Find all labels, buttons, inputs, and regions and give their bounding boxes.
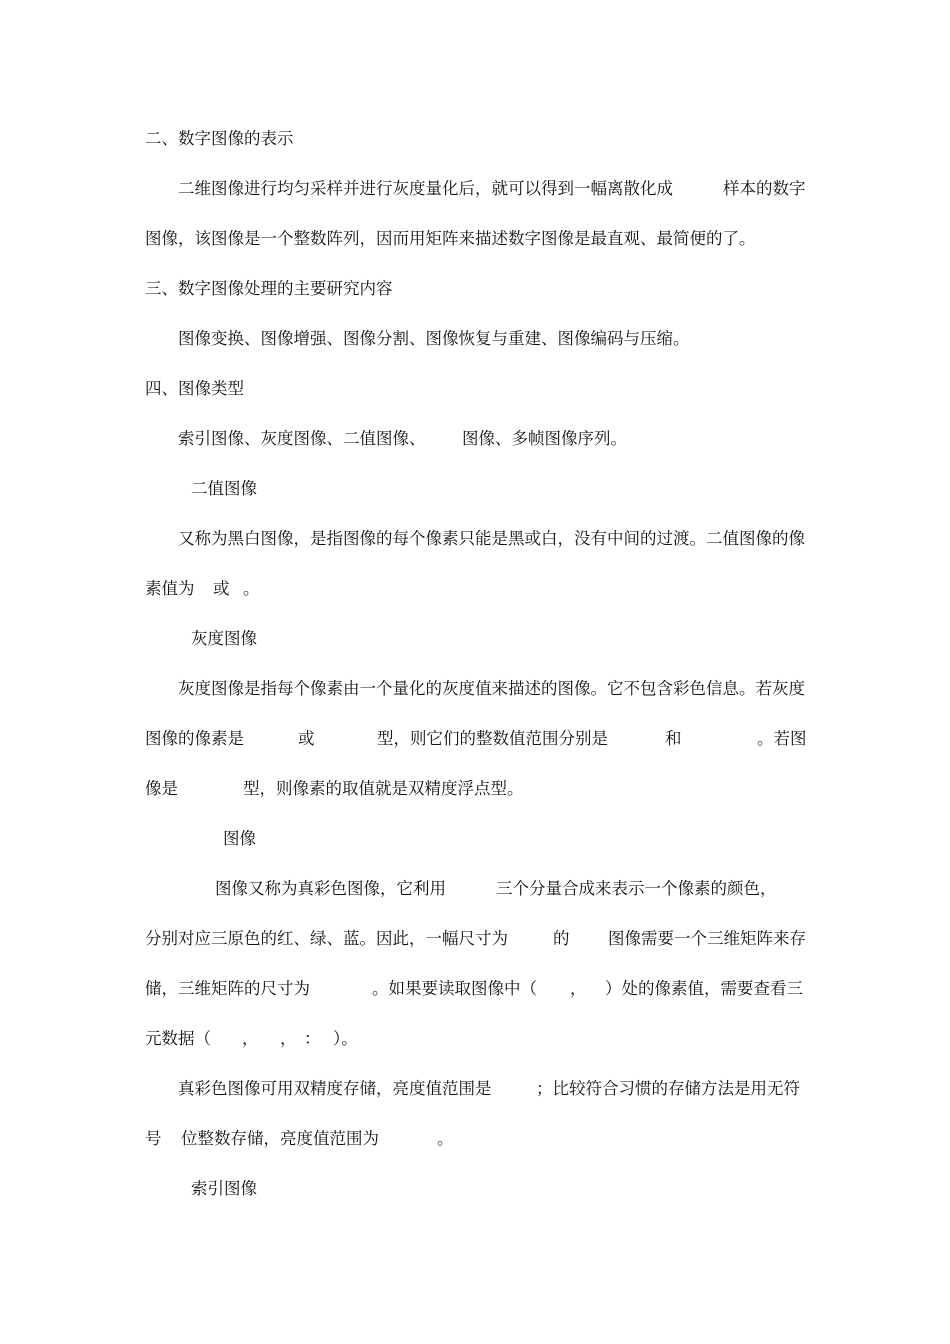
paragraph-text: 号 — [145, 1129, 162, 1148]
paragraph-text: ： — [304, 1029, 321, 1048]
paragraph-text: 和 — [665, 729, 682, 748]
paragraph-text: 图像，该图像是一个整数阵列，因而用矩阵来描述数字图像是最直观、最简便的了。 — [145, 229, 756, 248]
paragraph-text: 。 — [243, 579, 260, 598]
paragraph-text: 又称为黑白图像，是指图像的每个像素只能是黑或白，没有中间的过渡。二值图像的像 — [178, 529, 805, 548]
paragraph-text: 真彩色图像可用双精度存储，亮度值范围是 — [178, 1079, 492, 1098]
subheading-indexed: 索引图像 — [191, 1179, 257, 1198]
paragraph-text: 图像变换、图像增强、图像分割、图像恢复与重建、图像编码与压缩。 — [178, 329, 690, 348]
paragraph-text: 样本的数字 — [723, 179, 806, 198]
subheading-rgb: 图像 — [223, 829, 256, 848]
section-heading-image-types: 四、图像类型 — [145, 379, 244, 398]
section-heading-research: 三、数字图像处理的主要研究内容 — [145, 279, 393, 298]
paragraph-text: ）。 — [333, 1029, 358, 1048]
subheading-grayscale: 灰度图像 — [191, 629, 257, 648]
paragraph-text: 型，则它们的整数值范围分别是 — [377, 729, 608, 748]
paragraph-text: 。 — [437, 1129, 454, 1148]
subheading-binary: 二值图像 — [191, 479, 257, 498]
paragraph-text: 的 — [553, 929, 570, 948]
paragraph-text: 像是 — [145, 779, 178, 798]
paragraph-text: 三个分量合成来表示一个像素的颜色， — [496, 879, 777, 898]
paragraph-text: 图像的像素是 — [145, 729, 244, 748]
paragraph-text: 位整数存储，亮度值范围为 — [181, 1129, 379, 1148]
paragraph-text: 或 — [213, 579, 230, 598]
section-heading-representation: 二、数字图像的表示 — [145, 129, 294, 148]
paragraph-text: 储，三维矩阵的尺寸为 — [145, 979, 310, 998]
paragraph-text: 灰度图像是指每个像素由一个量化的灰度值来描述的图像。它不包含彩色信息。若灰度 — [178, 679, 805, 698]
paragraph-text: 素值为 — [145, 579, 195, 598]
paragraph-text: 。如果要读取图像中（ — [372, 979, 537, 998]
paragraph-text: ， — [280, 1029, 297, 1048]
paragraph-text: 。若图 — [757, 729, 807, 748]
paragraph-text: 元数据（ — [145, 1029, 211, 1048]
paragraph-text: ）处的像素值，需要查看三 — [605, 979, 803, 998]
paragraph-text: 二维图像进行均匀采样并进行灰度量化后，就可以得到一幅离散化成 — [178, 179, 673, 198]
paragraph-text: 或 — [298, 729, 315, 748]
paragraph-text: 图像需要一个三维矩阵来存 — [608, 929, 806, 948]
paragraph-text: 索引图像、灰度图像、二值图像、 — [178, 429, 426, 448]
paragraph-text: 图像、多帧图像序列。 — [462, 429, 627, 448]
paragraph-text: 图像又称为真彩色图像，它利用 — [215, 879, 446, 898]
paragraph-text: ；比较符合习惯的存储方法是用无符 — [536, 1079, 800, 1098]
paragraph-text: 型，则像素的取值就是双精度浮点型。 — [243, 779, 524, 798]
paragraph-text: ， — [242, 1029, 259, 1048]
paragraph-text: ， — [570, 979, 587, 998]
paragraph-text: 分别对应三原色的红、绿、蓝。因此，一幅尺寸为 — [145, 929, 508, 948]
